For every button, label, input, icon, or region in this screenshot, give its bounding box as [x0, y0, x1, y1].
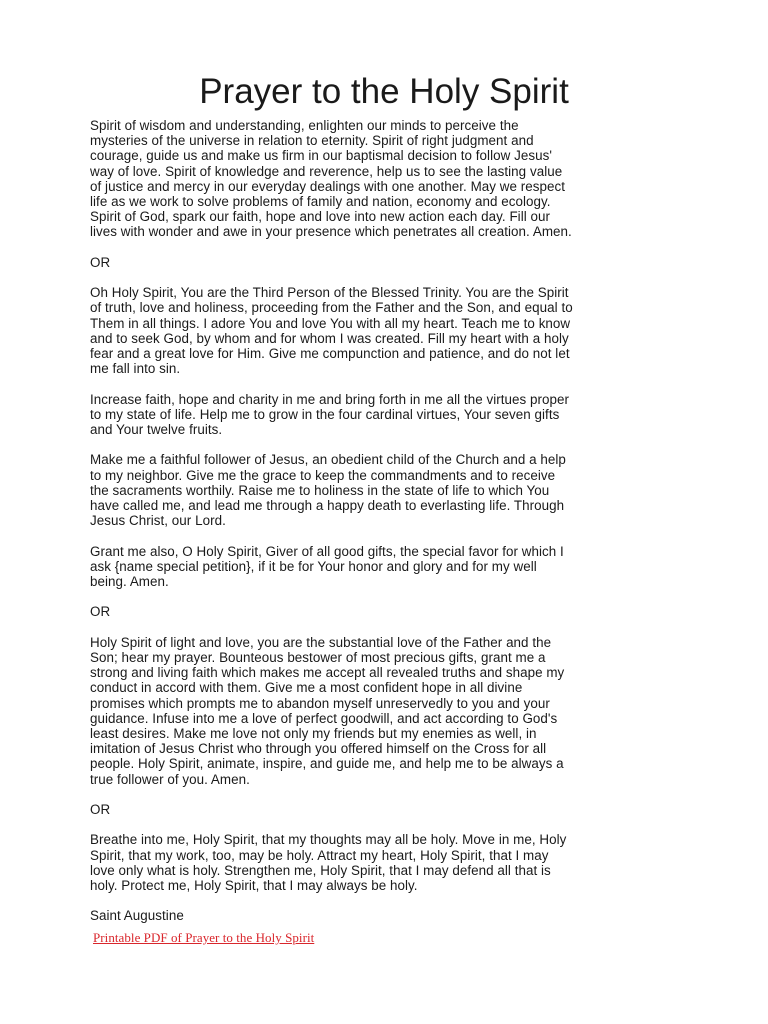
- prayer-body: [90, 118, 690, 945]
- prayer-paragraph-6: Holy Spirit of light and love, you are the substantial love of the Father and the Son; hear my prayer. Bounteous bestower of most precious gifts, grant me a strong and living faith which makes me accept all revealed truths and shape my conduct in accord with them. Give me a most confident hope in all divine promises which prompts me to abandon myself unreservedly to you and your guidance. Infuse into me a love of perfect goodwill, and act according to God's least desires. Make me love not only my friends but my enemies as well, in imitation of Jesus Christ who through you offered himself on the Cross for all people. Holy Spirit, animate, inspire, and guide me, and help me to be always a true follower of you. Amen.: [90, 634, 565, 787]
- page-title: Prayer to the Holy Spirit: [199, 72, 569, 111]
- prayer-paragraph-3: Increase faith, hope and charity in me and bring forth in me all the virtues proper to my state of life. Help me to grow in the four cardinal virtues, Your seven gifts and Your twelve fruits.: [90, 391, 570, 438]
- separator-or-3: OR: [90, 802, 111, 818]
- prayer-paragraph-2: Oh Holy Spirit, You are the Third Person of the Blessed Trinity. You are the Spirit of truth, love and holiness, proceeding from the Father and the Son, and equal to Them in all things. I adore You and love You with all my heart. Teach me to know and to seek God, by whom and for whom I was created. Fill my heart with a holy fear and a great love for Him. Give me compunction and patience, and do not let me fall into sin.: [90, 285, 573, 377]
- printable-pdf-link[interactable]: Printable PDF of Prayer to the Holy Spirit: [93, 929, 315, 945]
- prayer-paragraph-5: Grant me also, O Holy Spirit, Giver of all good gifts, the special favor for which I ask {name special petition}, if it be for Your honor and glory and for my well being. Amen.: [90, 543, 564, 590]
- attribution: Saint Augustine: [90, 908, 184, 924]
- separator-or-1: OR: [90, 254, 111, 270]
- prayer-paragraph-4: Make me a faithful follower of Jesus, an obedient child of the Church and a help to my neighbor. Give me the grace to keep the commandments and to receive the sacraments worthily. Raise me to holiness in the state of life to which You have called me, and lead me through a happy death to everlasting life. Through Jesus Christ, our Lord.: [90, 452, 566, 529]
- prayer-paragraph-1: Spirit of wisdom and understanding, enlighten our minds to perceive the mysteries of the universe in relation to eternity. Spirit of right judgment and courage, guide us and make us firm in our baptismal decision to follow Jesus' way of love. Spirit of knowledge and reverence, help us to see the lasting value of justice and mercy in our everyday dealings with one another. May we respect life as we work to solve problems of family and nation, economy and ecology. Spirit of God, spark our faith, hope and love into new action each day. Fill our lives with wonder and awe in your presence which penetrates all creation. Amen.: [90, 118, 572, 240]
- prayer-paragraph-7: Breathe into me, Holy Spirit, that my thoughts may all be holy. Move in me, Holy Spirit, that my work, too, may be holy. Attract my heart, Holy Spirit, that I may love only what is holy. Strengthen me, Holy Spirit, that I may defend all that is holy. Protect me, Holy Spirit, that I may always be holy.: [90, 832, 567, 894]
- separator-or-2: OR: [90, 604, 111, 620]
